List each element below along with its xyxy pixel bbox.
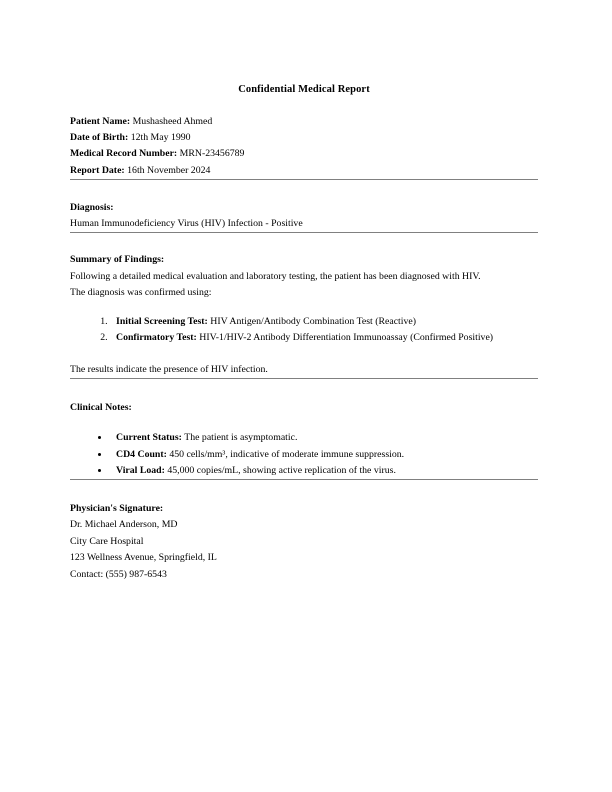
diagnosis-text: Human Immunodeficiency Virus (HIV) Infection - Positive bbox=[70, 218, 303, 230]
list-item bbox=[110, 430, 538, 446]
patient-name-label: Patient Name: bbox=[70, 116, 131, 127]
summary-test-list bbox=[70, 314, 538, 347]
report-date-value: 16th November 2024 bbox=[127, 164, 211, 176]
report-date-label: Report Date: bbox=[70, 164, 125, 176]
section-divider-2 bbox=[70, 232, 538, 233]
initial-screening-test-label: Initial Screening Test: bbox=[116, 316, 208, 328]
confirmatory-test-value: HIV-1/HIV-2 Antibody Differentiation Immunoassay (Confirmed Positive) bbox=[199, 332, 494, 344]
list-item bbox=[110, 330, 538, 346]
physician-name: Dr. Michael Anderson, MD bbox=[70, 519, 178, 531]
medical-record-number-label: Medical Record Number: bbox=[70, 148, 178, 160]
confirmatory-test-label: Confirmatory Test: bbox=[116, 332, 197, 344]
viral-load-value: 45,000 copies/mL, showing active replication of the virus. bbox=[167, 464, 396, 476]
date-of-birth-value: 12th May 1990 bbox=[130, 132, 191, 144]
medical-record-number-row bbox=[70, 146, 538, 162]
diagnosis-heading: Diagnosis: bbox=[70, 201, 114, 213]
date-of-birth-label: Date of Birth: bbox=[70, 132, 129, 144]
hospital-name: City Care Hospital bbox=[70, 535, 144, 547]
section-divider-3 bbox=[70, 378, 538, 379]
summary-conclusion: The results indicate the presence of HIV infection. bbox=[70, 363, 268, 375]
summary-heading: Summary of Findings: bbox=[70, 254, 165, 266]
current-status-label: Current Status: bbox=[116, 432, 182, 444]
page-title: Confidential Medical Report bbox=[238, 84, 370, 95]
patient-name-value: Mushasheed Ahmed bbox=[132, 116, 213, 127]
hospital-address: 123 Wellness Avenue, Springfield, IL bbox=[70, 552, 217, 564]
list-item bbox=[110, 463, 538, 479]
current-status-value: The patient is asymptomatic. bbox=[184, 432, 298, 444]
medical-record-number-value: MRN-23456789 bbox=[179, 148, 245, 160]
list-item bbox=[110, 314, 538, 330]
document-body bbox=[70, 0, 538, 583]
initial-screening-test-value: HIV Antigen/Antibody Combination Test (Reactive) bbox=[210, 316, 417, 328]
patient-info-block bbox=[70, 114, 538, 179]
cd4-count-label: CD4 Count: bbox=[116, 448, 167, 460]
contact-phone: Contact: (555) 987-6543 bbox=[70, 568, 167, 580]
date-of-birth-row bbox=[70, 130, 538, 146]
section-divider-1 bbox=[70, 179, 538, 180]
summary-intro-line-2: The diagnosis was confirmed using: bbox=[70, 286, 212, 298]
clinical-notes-heading: Clinical Notes: bbox=[70, 402, 132, 413]
viral-load-label: Viral Load: bbox=[116, 464, 165, 476]
list-item bbox=[110, 447, 538, 463]
section-divider-4 bbox=[70, 479, 538, 480]
clinical-notes-list bbox=[70, 430, 538, 479]
summary-intro-line-1: Following a detailed medical evaluation and laboratory testing, the patient has been diagnosed with HIV. bbox=[70, 270, 481, 282]
patient-name-row bbox=[70, 114, 538, 130]
cd4-count-value: 450 cells/mm³, indicative of moderate immune suppression. bbox=[169, 448, 405, 460]
report-date-row bbox=[70, 163, 538, 179]
physician-signature-heading: Physician's Signature: bbox=[70, 503, 164, 515]
